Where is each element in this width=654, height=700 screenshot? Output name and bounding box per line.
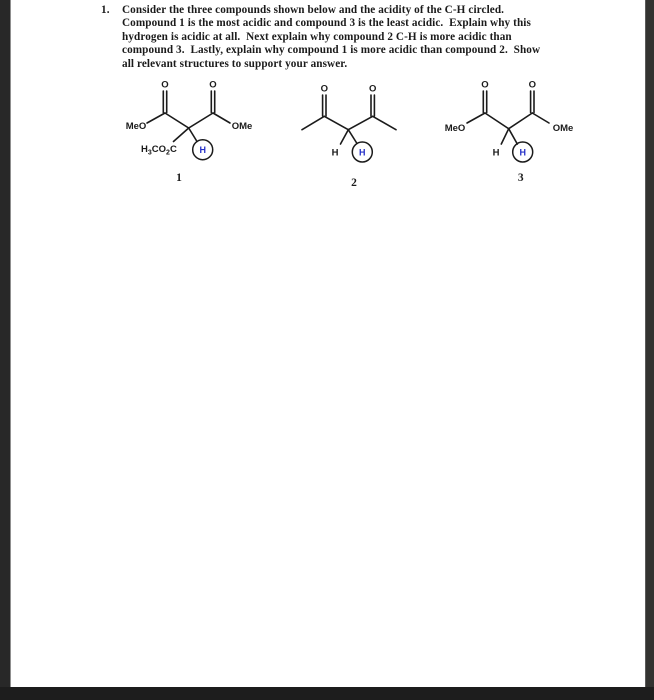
methoxy-label: MeO	[444, 123, 466, 134]
carbonyl-o-label: O	[209, 79, 217, 91]
compound-1-bonds	[147, 91, 230, 142]
question-number: 1.	[101, 4, 110, 16]
carbonyl-o-label: O	[161, 79, 169, 91]
scan-edge-left	[0, 0, 11, 700]
methoxy-label: OMe	[231, 121, 253, 132]
question-line: compound 3. Lastly, explain why compound 1 is more acidic than compound 2. Show	[122, 44, 541, 57]
circled-h-label: H	[199, 145, 206, 155]
carbonyl-o-label: O	[369, 83, 377, 95]
scan-edge-bottom	[0, 687, 654, 700]
question-line: all relevant structures to support your answer.	[122, 57, 348, 70]
ester-substituent-label: $H_3CO_2C$	[141, 144, 177, 157]
scan-edge-right	[645, 0, 654, 700]
question-line: Compound 1 is the most acidic and compound 3 is the least acidic. Explain why this	[122, 17, 531, 30]
compound-number: 3	[517, 172, 524, 184]
compound-1-structure	[116, 78, 280, 192]
plain-h-label: H	[492, 147, 500, 159]
compound-number: 1	[176, 172, 182, 184]
carbonyl-o-label: O	[481, 79, 489, 91]
methoxy-label: MeO	[125, 121, 147, 132]
compound-3-structure	[436, 78, 600, 192]
question-line: hydrogen is acidic at all. Next explain why compound 2 C-H is more acidic than	[122, 30, 512, 43]
compound-number: 2	[351, 177, 357, 189]
question-text	[122, 4, 540, 71]
carbonyl-o-label: O	[528, 79, 536, 91]
plain-h-label: H	[331, 147, 339, 159]
circled-h-label: H	[359, 147, 366, 158]
circled-h-label: H	[519, 147, 526, 158]
compound-3-bonds	[467, 91, 549, 144]
carbonyl-o-label: O	[320, 83, 328, 95]
methoxy-label: OMe	[552, 123, 574, 134]
compound-2-bonds	[302, 95, 396, 144]
question-line: Consider the three compounds shown below and the acidity of the C-H circled.	[122, 4, 505, 16]
compound-2-structure	[290, 78, 410, 192]
question-block	[101, 4, 540, 71]
